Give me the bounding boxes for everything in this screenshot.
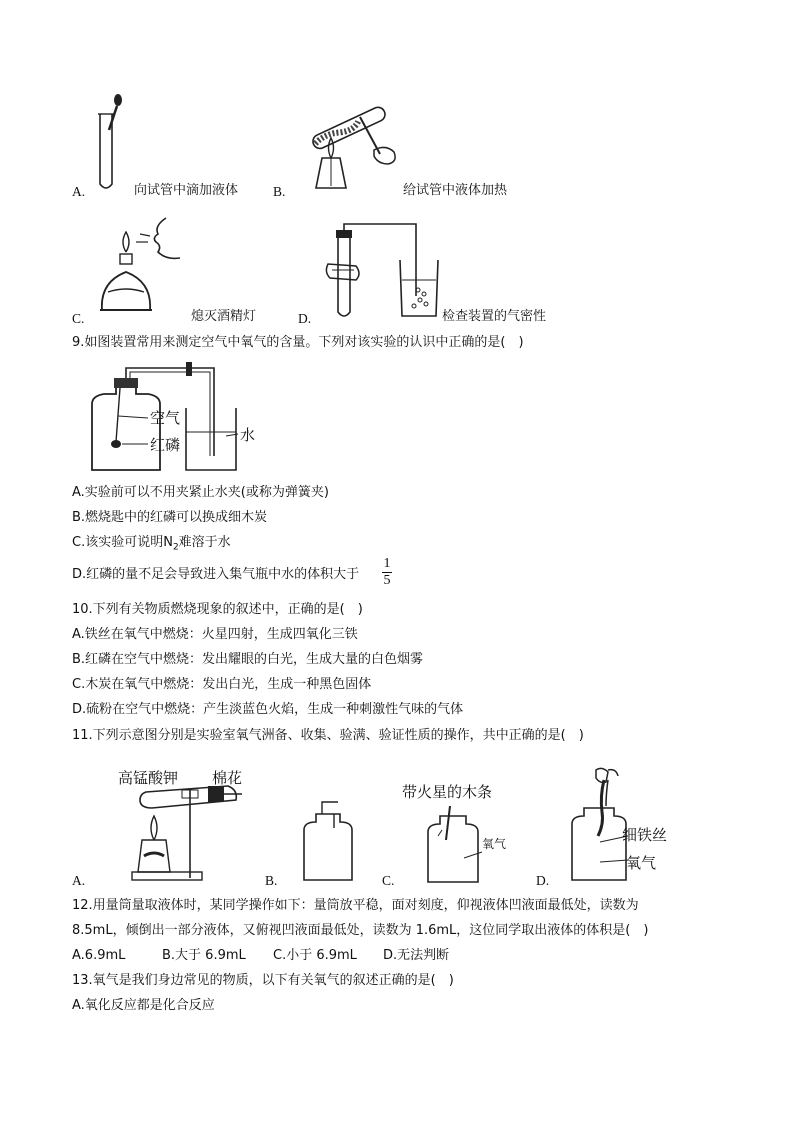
q11-option-c: C. (382, 873, 395, 888)
q13-stem: 13.氧气是我们身边常见的物质，以下有关氧气的叙述正确的是( ) (72, 973, 454, 988)
figure-11c-oxygen-full-test (420, 806, 490, 884)
figure-8d-airtightness-check (320, 220, 444, 324)
q9-option-d-fraction (381, 556, 393, 589)
figure-11d-label-oxygen: 氧气 (626, 854, 657, 872)
q8-option-b-text: 给试管中液体加热 (403, 183, 508, 198)
q10-stem: 10.下列有关物质燃烧现象的叙述中，正确的是( ) (72, 602, 363, 617)
q11-option-b: B. (265, 873, 278, 888)
q9-option-d: D.红磷的量不足会导致进入集气瓶中水的体积大于 (72, 567, 360, 582)
q9-stem: 9.如图装置常用来测定空气中氧气的含量。下列对该实验的认识中正确的是( ) (72, 335, 524, 350)
figure-8a-dropper-test-tube (96, 92, 132, 194)
q9-option-c-prefix: C.该实验可说明N (72, 535, 173, 550)
q10-option-a: A.铁丝在氧气中燃烧：火星四射，生成四氧化三铁 (72, 627, 358, 642)
figure-11b-gas-collection-bottle (294, 800, 364, 882)
fraction-numerator: 1 (383, 556, 391, 571)
q8-option-c-text: 熄灭酒精灯 (191, 309, 257, 324)
figure-8c-blowing-out-lamp (96, 212, 188, 320)
q9-option-b: B.燃烧匙中的红磷可以换成细木炭 (72, 510, 268, 525)
q8-option-a-text: 向试管中滴加液体 (134, 183, 239, 198)
figure-11a-label-kmno4: 高锰酸钾 (118, 769, 179, 787)
figure-8b-heating-test-tube (302, 92, 402, 192)
q12-option-d: D.无法判断 (383, 948, 450, 963)
q11-option-a: A. (72, 873, 86, 888)
q9-option-c (72, 534, 231, 557)
q9-option-a: A.实验前可以不用夹紧止水夹(或称为弹簧夹) (72, 485, 329, 500)
q8-option-d-letter: D. (298, 311, 312, 326)
q12-option-c: C.小于 6.9mL (273, 948, 357, 963)
figure-11c-label-glowing-splint: 带火星的木条 (402, 783, 493, 801)
q8-option-c-letter: C. (72, 311, 85, 326)
figure-9-label-air: 空气 (150, 409, 181, 427)
q11-stem: 11.下列示意图分别是实验室氧气洲备、收集、验满、验证性质的操作，共中正确的是( ) (72, 728, 584, 743)
q9-option-c-subscript: 2 (172, 542, 179, 553)
q9-option-c-suffix: 难溶于水 (178, 535, 231, 550)
q12-option-b: B.大于 6.9mL (162, 948, 246, 963)
q10-option-c: C.木炭在氧气中燃烧：发出白光，生成一种黑色固体 (72, 677, 372, 692)
q8-option-a-letter: A. (72, 184, 86, 199)
q12-option-a: A.6.9mL (72, 948, 126, 963)
q8-option-d-text: 检查装置的气密性 (442, 309, 547, 324)
q12-stem-line2: 8.5mL，倾倒出一部分液体，又俯视凹液面最低处，读数为 1.6mL，这位同学取出液体的体积是( ) (72, 923, 649, 938)
figure-11a-label-cotton: 棉花 (212, 769, 243, 787)
q10-option-d: D.硫粉在空气中燃烧：产生淡蓝色火焰，生成一种刺激性气味的气体 (72, 702, 464, 717)
q10-option-b: B.红磷在空气中燃烧：发出耀眼的白光，生成大量的白色烟雾 (72, 652, 424, 667)
q12-stem-line1: 12.用量筒量取液体时，某同学操作如下：量筒放平稳，面对刻度，仰视液体凹液面最低处，读数为 (72, 898, 639, 913)
q8-option-b-letter: B. (273, 184, 286, 199)
figure-9-label-red-phosphorus: 红磷 (150, 436, 181, 454)
q13-option-a: A.氧化反应都是化合反应 (72, 998, 215, 1013)
figure-11c-label-oxygen: 氧气 (482, 837, 507, 851)
fraction-denominator: 5 (383, 573, 391, 588)
figure-11d-label-iron-wire: 细铁丝 (622, 826, 668, 844)
figure-9-label-water: 水 (240, 426, 256, 444)
q11-option-d: D. (536, 873, 550, 888)
